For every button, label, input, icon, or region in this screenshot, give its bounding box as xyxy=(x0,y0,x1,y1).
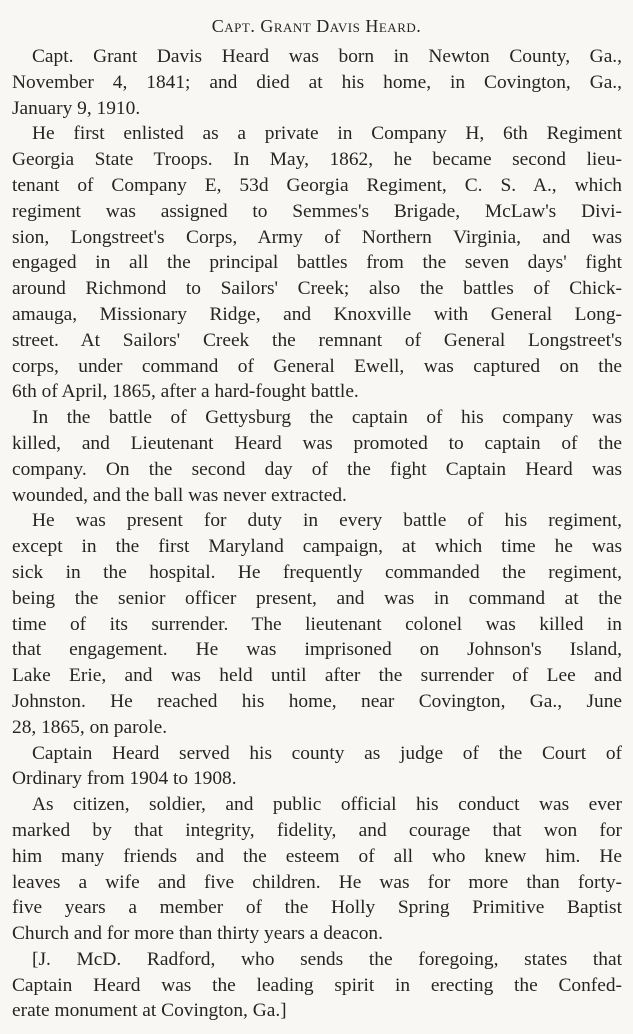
paragraph xyxy=(12,741,622,793)
paragraph xyxy=(12,405,622,508)
paragraph-line: Ordinary from 1904 to 1908. xyxy=(12,768,237,790)
paragraph-line: being the senior officer present, and was in command at the xyxy=(12,587,622,609)
paragraph-line: 6th of April, 1865, after a hard-fought battle. xyxy=(12,381,359,403)
paragraph xyxy=(12,947,622,1024)
paragraph xyxy=(12,44,622,121)
paragraph-line: Capt. Grant Davis Heard was born in Newton County, Ga., xyxy=(32,46,622,67)
paragraph-line: except in the first Maryland campaign, at which time he was xyxy=(12,536,622,558)
paragraph-line: Georgia State Troops. In May, 1862, he became second lieu- xyxy=(12,149,622,171)
paragraph-line: time of its surrender. The lieutenant colonel was killed in xyxy=(12,613,622,635)
paragraph-line: five years a member of the Holly Spring Primitive Baptist xyxy=(12,897,622,919)
paragraph-line: Church and for more than thirty years a deacon. xyxy=(12,923,383,945)
paragraph-line: He was present for duty in every battle of his regiment, xyxy=(32,510,622,532)
paragraph-line: killed, and Lieutenant Heard was promoted to captain of the xyxy=(12,432,622,454)
paragraph-line: company. On the second day of the fight Captain Heard was xyxy=(12,458,622,480)
paragraph-line: around Richmond to Sailors' Creek; also the battles of Chick- xyxy=(12,278,622,300)
paragraph-line: Johnston. He reached his home, near Covington, Ga., June xyxy=(12,690,622,712)
paragraph-line: regiment was assigned to Semmes's Brigade, McLaw's Divi- xyxy=(12,200,622,222)
paragraph-line: amauga, Missionary Ridge, and Knoxville with General Long- xyxy=(12,303,622,325)
paragraph-line: In the battle of Gettysburg the captain of his company was xyxy=(32,407,622,429)
paragraph-line: November 4, 1841; and died at his home, in Covington, Ga., xyxy=(12,71,622,93)
paragraph-line: wounded, and the ball was never extracted. xyxy=(12,484,347,506)
article-body xyxy=(12,44,622,1024)
paragraph-line: Captain Heard was the leading spirit in erecting the Confed- xyxy=(12,974,622,996)
paragraph-line: sick in the hospital. He frequently commanded the regiment, xyxy=(12,561,622,583)
paragraph-line: erate monument at Covington, Ga.] xyxy=(12,1000,287,1022)
paragraph-line: Captain Heard served his county as judge of the Court of xyxy=(32,742,622,764)
paragraph-line: street. At Sailors' Creek the remnant of General Longstreet's xyxy=(12,329,622,351)
paragraph-line: sion, Longstreet's Corps, Army of Northern Virginia, and was xyxy=(12,226,622,248)
paragraph-line: He first enlisted as a private in Company H, 6th Regiment xyxy=(32,123,622,145)
paragraph-line: January 9, 1910. xyxy=(12,97,141,119)
paragraph-line: corps, under command of General Ewell, was captured on the xyxy=(12,355,622,377)
paragraph-line: 28, 1865, on parole. xyxy=(12,716,168,738)
paragraph xyxy=(12,792,622,947)
paragraph-line: engaged in all the principal battles from the seven days' fight xyxy=(12,252,622,274)
paragraph-line: that engagement. He was imprisoned on Johnson's Island, xyxy=(12,639,622,661)
paragraph-line: him many friends and the esteem of all who knew him. He xyxy=(12,845,622,867)
article-title: Capt. Grant Davis Heard. xyxy=(211,16,422,36)
paragraph-line: [J. McD. Radford, who sends the foregoing, states that xyxy=(32,948,622,970)
paragraph-line: As citizen, soldier, and public official his conduct was ever xyxy=(32,794,622,816)
paragraph-line: leaves a wife and five children. He was for more than forty- xyxy=(12,871,622,893)
paragraph xyxy=(12,121,622,405)
paragraph xyxy=(12,508,622,740)
paragraph-line: tenant of Company E, 53d Georgia Regiment, C. S. A., which xyxy=(12,174,622,196)
paragraph-line: marked by that integrity, fidelity, and courage that won for xyxy=(12,819,622,841)
paragraph-line: Lake Erie, and was held until after the surrender of Lee and xyxy=(12,665,622,687)
